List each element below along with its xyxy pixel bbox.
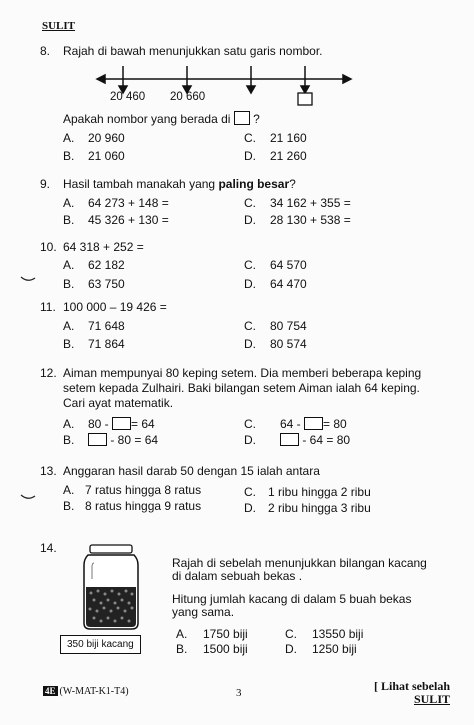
q8-answer-box [298, 93, 312, 105]
q9-option-a-label[interactable]: A. [63, 196, 75, 210]
q14-option-b-label[interactable]: B. [176, 642, 188, 656]
q8-text: Rajah di bawah menunjukkan satu garis nombor. [63, 44, 323, 58]
q12-option-b-label[interactable]: B. [63, 433, 75, 447]
footer-sulit: SULIT [413, 692, 450, 706]
q12-b-post: - 80 = 64 [110, 433, 159, 447]
q9-question [63, 177, 296, 191]
q9-option-d[interactable]: 28 130 + 538 = [270, 213, 351, 227]
q12-a-pre: 80 - [88, 417, 109, 431]
q8-option-a-label[interactable]: A. [63, 131, 75, 145]
q12-line3: Cari ayat matematik. [63, 396, 174, 410]
q13-option-c-label[interactable]: C. [244, 485, 256, 499]
footer-logo: 4E [45, 686, 56, 696]
q9-option-d-label[interactable]: D. [244, 213, 256, 227]
page-number: 3 [236, 687, 242, 699]
q12-option-c[interactable] [280, 417, 347, 431]
q13-option-b[interactable]: 8 ratus hingga 9 ratus [85, 499, 202, 513]
q10-option-b-label[interactable]: B. [63, 277, 75, 291]
q8-number: 8. [40, 44, 51, 58]
q11-option-d[interactable]: 80 574 [270, 337, 307, 351]
q11-option-c-label[interactable]: C. [244, 319, 256, 333]
q9-option-c[interactable]: 34 162 + 355 = [270, 196, 351, 210]
q8-inline-box [234, 111, 250, 125]
q8-option-b-label[interactable]: B. [63, 149, 75, 163]
q14-option-a[interactable]: 1750 biji [203, 627, 248, 641]
q12-option-a-label[interactable]: A. [63, 417, 75, 431]
q13-option-d[interactable]: 2 ribu hingga 3 ribu [268, 501, 371, 515]
q14-line1: Rajah di sebelah menunjukkan bilangan kacang [172, 556, 427, 570]
q11-option-d-label[interactable]: D. [244, 337, 256, 351]
q14-option-c[interactable]: 13550 biji [312, 627, 364, 641]
q12-c-pre: 64 - [280, 417, 301, 431]
q8-option-d[interactable]: 21 260 [270, 149, 307, 163]
q8-question [63, 111, 260, 126]
q9-option-c-label[interactable]: C. [244, 196, 256, 210]
margin-mark-2 [20, 493, 36, 501]
q8-option-c[interactable]: 21 160 [270, 131, 307, 145]
q11-option-b[interactable]: 71 864 [88, 337, 125, 351]
q10-option-c-label[interactable]: C. [244, 258, 256, 272]
q12-a-post: = 64 [131, 417, 155, 431]
q8-qmark: ? [253, 112, 260, 126]
q9-bold-text: paling besar [218, 177, 290, 191]
q12-d-box [280, 433, 299, 446]
q10-option-d-label[interactable]: D. [244, 277, 256, 291]
q13-option-a[interactable]: 7 ratus hingga 8 ratus [85, 483, 202, 497]
q12-a-box [112, 417, 131, 430]
q12-option-d-label[interactable]: D. [244, 433, 256, 447]
q9-option-b-label[interactable]: B. [63, 213, 75, 227]
q9-text: Hasil tambah manakah yang [63, 177, 216, 191]
q12-line2: setem kepada Zulhairi. Baki bilangan setem Aiman ialah 64 keping. [63, 381, 420, 395]
q12-option-a[interactable] [88, 417, 155, 431]
q10-text: 64 318 + 252 = [63, 240, 144, 254]
q11-option-a-label[interactable]: A. [63, 319, 75, 333]
q11-text: 100 000 – 19 426 = [63, 300, 167, 314]
q11-option-a[interactable]: 71 648 [88, 319, 125, 333]
q14-line3: Hitung jumlah kacang di dalam 5 buah bekas [172, 592, 412, 606]
q12-line1: Aiman mempunyai 80 keping setem. Dia memberi beberapa keping [63, 366, 422, 380]
sulit-header: SULIT [42, 20, 76, 32]
q14-option-c-label[interactable]: C. [285, 627, 297, 641]
q14-line4: yang sama. [172, 605, 235, 619]
q10-option-d[interactable]: 64 470 [270, 277, 307, 291]
q12-c-post: = 80 [323, 417, 347, 431]
q9-option-a[interactable]: 64 273 + 148 = [88, 196, 169, 210]
q11-number: 11. [40, 300, 56, 314]
q8-tick-label-2: 20 660 [170, 91, 206, 103]
q8-tick-label-1: 20 460 [110, 91, 146, 103]
q9-option-b[interactable]: 45 326 + 130 = [88, 213, 169, 227]
q13-option-d-label[interactable]: D. [244, 501, 256, 515]
q11-option-b-label[interactable]: B. [63, 337, 75, 351]
footer-code-text: (W-MAT-K1-T4) [59, 686, 129, 697]
q13-text: Anggaran hasil darab 50 dengan 15 ialah antara [63, 464, 320, 478]
margin-mark [20, 275, 36, 283]
footer-next-page: [ Lihat sebelah [373, 679, 450, 693]
q11-option-c[interactable]: 80 754 [270, 319, 307, 333]
q10-option-a-label[interactable]: A. [63, 258, 75, 272]
q13-option-c[interactable]: 1 ribu hingga 2 ribu [268, 485, 371, 499]
q12-option-b[interactable] [88, 433, 158, 447]
q10-number: 10. [40, 240, 57, 254]
q10-option-a[interactable]: 62 182 [88, 258, 125, 272]
q12-option-c-label[interactable]: C. [244, 417, 256, 431]
q8-option-a[interactable]: 20 960 [88, 131, 125, 145]
footer-code [43, 686, 129, 697]
q8-question-text: Apakah nombor yang berada di [63, 112, 231, 126]
q12-number: 12. [40, 366, 57, 380]
q10-option-c[interactable]: 64 570 [270, 258, 307, 272]
q14-jar-label: 350 biji kacang [60, 635, 141, 654]
q12-b-box [88, 433, 107, 446]
q9-number: 9. [40, 177, 51, 191]
q12-option-d[interactable] [280, 433, 350, 447]
q12-c-box [304, 417, 323, 430]
q14-line2: di dalam sebuah bekas . [172, 569, 303, 583]
q13-number: 13. [40, 464, 57, 478]
q13-option-a-label[interactable]: A. [63, 483, 75, 497]
q8-option-d-label[interactable]: D. [244, 149, 256, 163]
q14-option-b[interactable]: 1500 biji [203, 642, 248, 656]
q9-qmark: ? [289, 177, 296, 191]
q8-option-c-label[interactable]: C. [244, 131, 256, 145]
q8-option-b[interactable]: 21 060 [88, 149, 125, 163]
q14-option-d[interactable]: 1250 biji [312, 642, 357, 656]
q12-d-post: - 64 = 80 [302, 433, 351, 447]
q13-option-b-label[interactable]: B. [63, 499, 75, 513]
q10-option-b[interactable]: 63 750 [88, 277, 125, 291]
q14-option-a-label[interactable]: A. [176, 627, 188, 641]
q14-option-d-label[interactable]: D. [285, 642, 297, 656]
q14-number: 14. [40, 541, 57, 555]
jar-image [76, 543, 146, 631]
